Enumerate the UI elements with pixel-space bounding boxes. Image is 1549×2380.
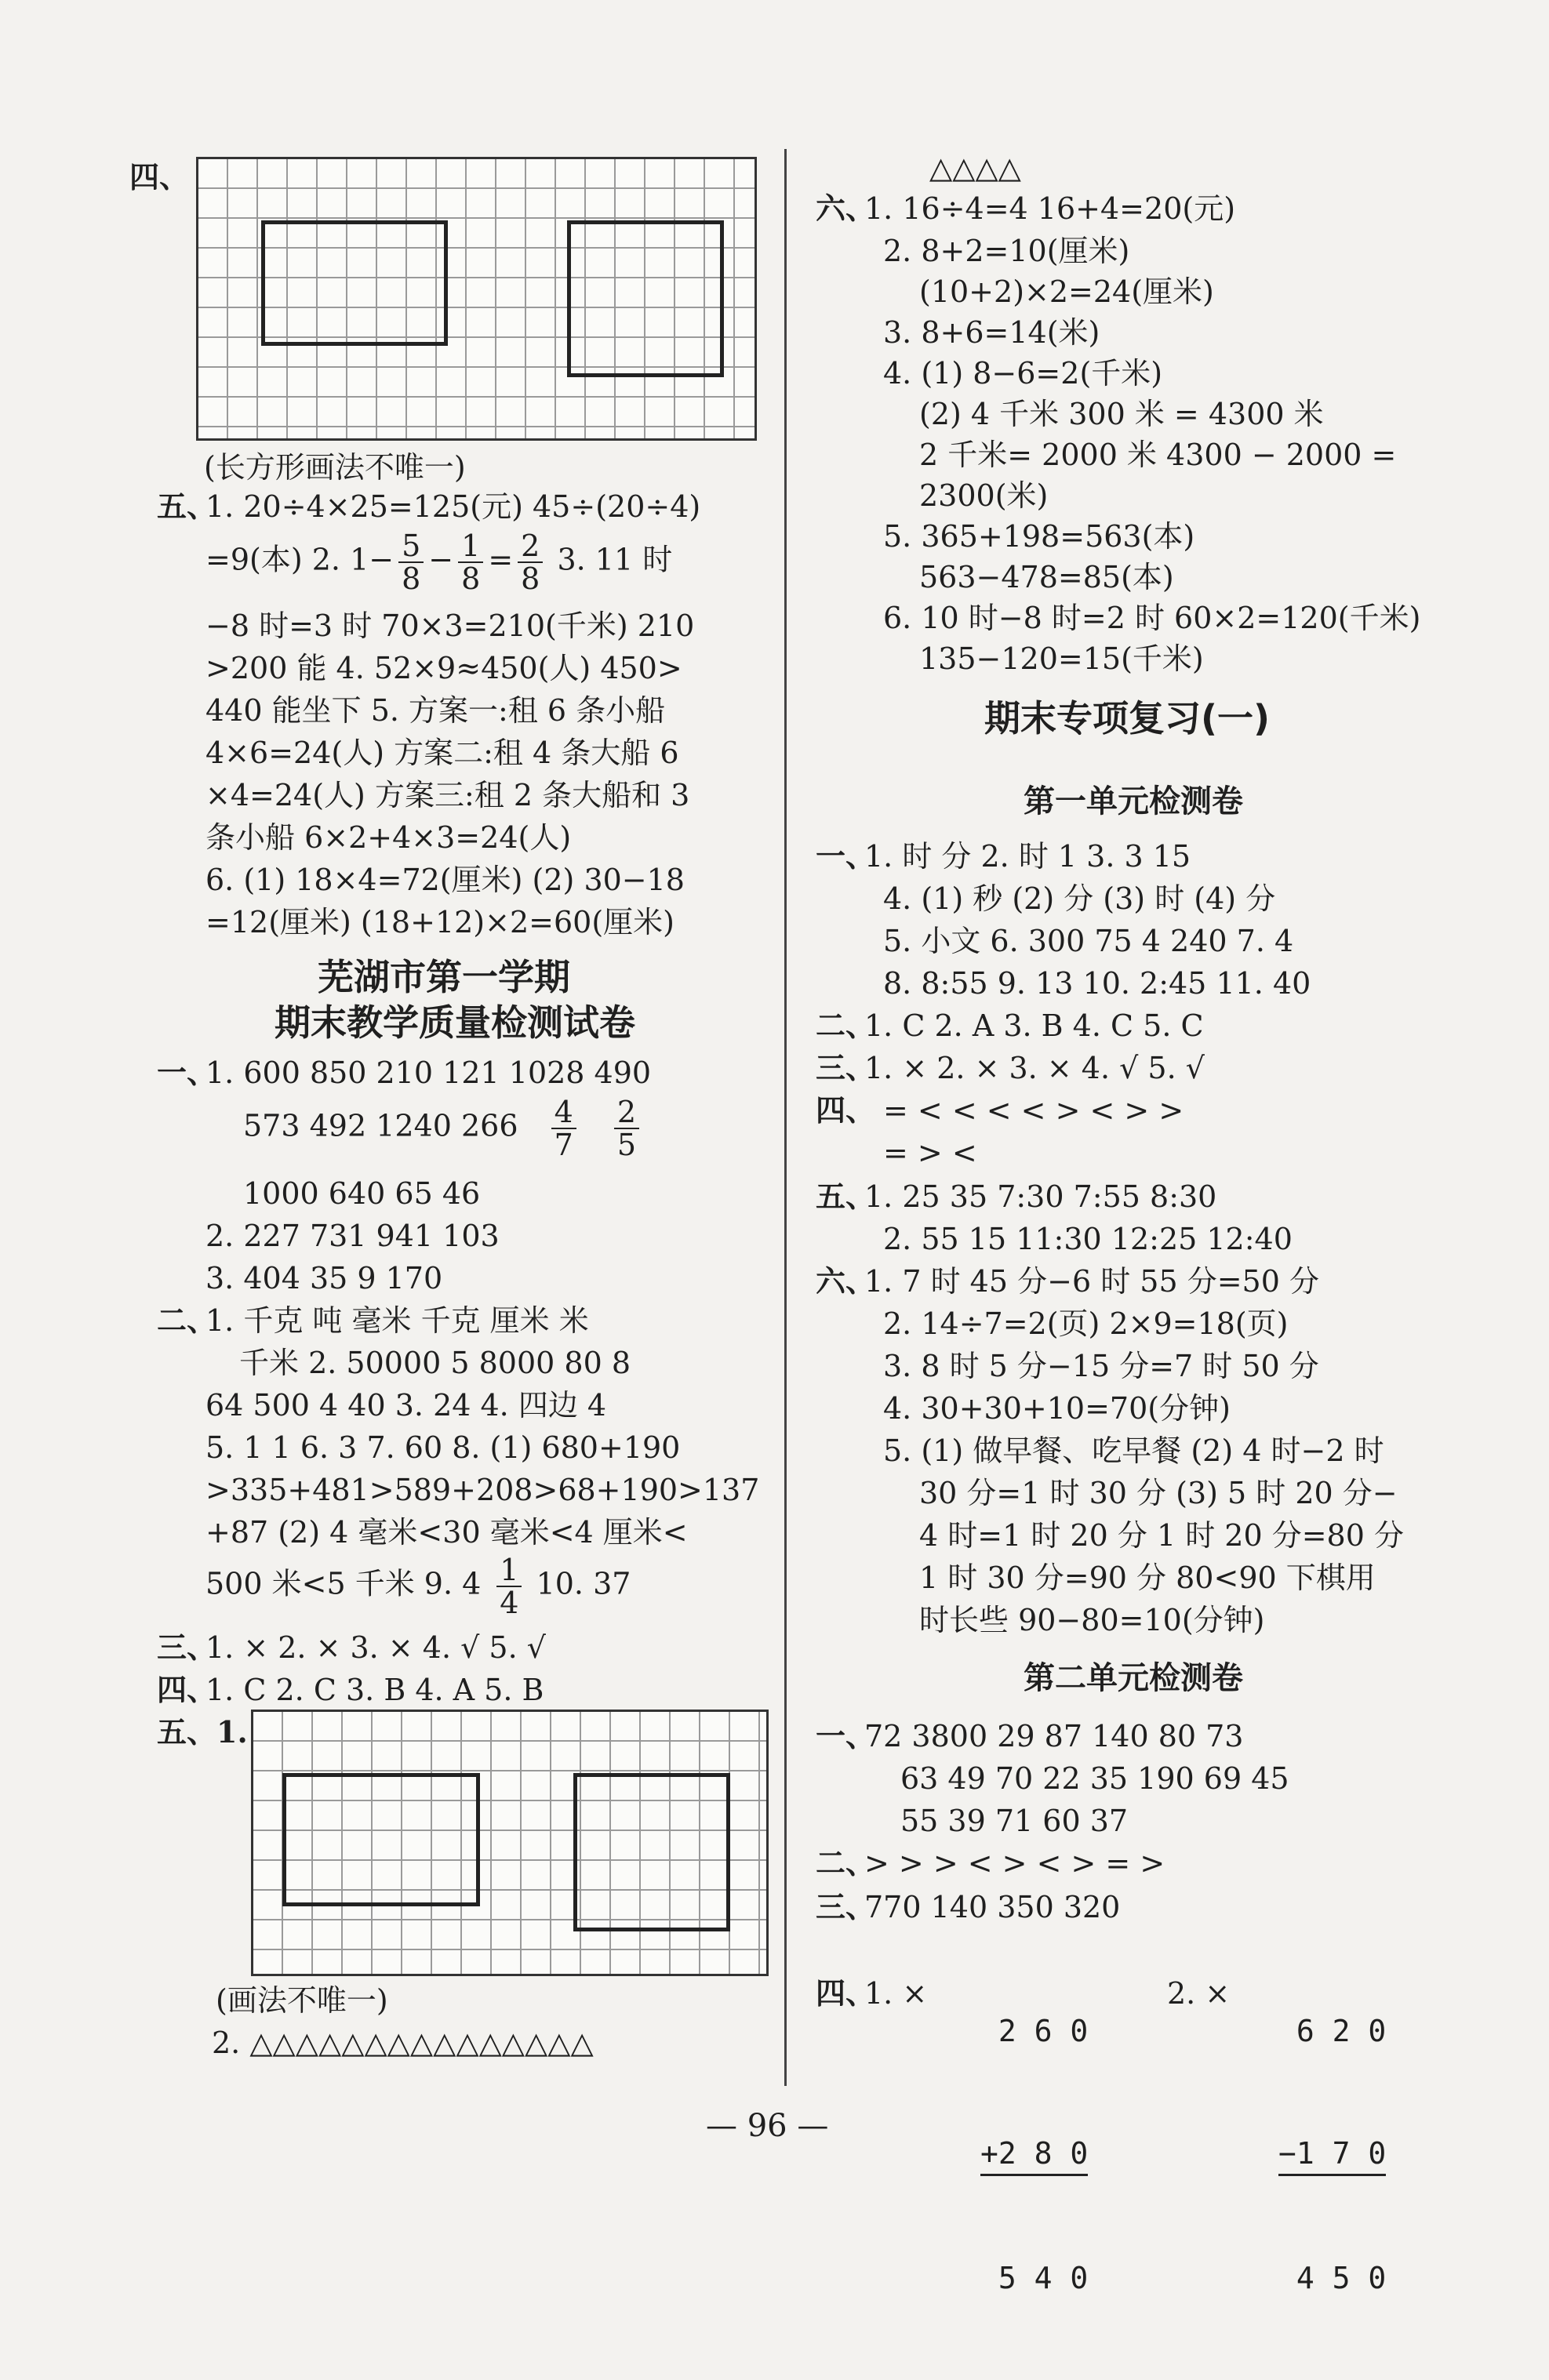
answer-line: 3. 404 35 9 170 <box>205 1261 443 1295</box>
rectangle-4 <box>573 1773 730 1931</box>
answer-line: 1 时 30 分=90 分 80<90 下棋用 <box>919 1561 1376 1595</box>
triangles: △△△△ <box>929 151 1021 185</box>
answer-line: = < < < < > < > > <box>883 1093 1184 1128</box>
answer-line: 2. 55 15 11:30 12:25 12:40 <box>883 1222 1293 1256</box>
answer-line: 5. (1) 做早餐、吃早餐 (2) 4 时−2 时 <box>883 1433 1384 1468</box>
answer-line-fractions <box>243 1096 644 1161</box>
numerator: 5 <box>398 530 424 563</box>
answer-line: 1. 7 时 45 分−6 时 55 分=50 分 <box>864 1264 1319 1299</box>
exam-section-5-label: 五、1. <box>157 1714 248 1750</box>
answer-line: 1. 千克 吨 毫米 千克 厘米 米 <box>205 1303 589 1338</box>
answer-line: 1. 600 850 210 121 1028 490 <box>205 1056 652 1090</box>
answer-line: 3. 8+6=14(米) <box>883 315 1100 350</box>
grid-figure-1 <box>196 157 757 441</box>
answer-line: = > < <box>883 1135 977 1170</box>
denominator: 7 <box>554 1128 573 1162</box>
answer-line: 1000 640 65 46 <box>243 1176 481 1211</box>
answer-line: 1. 时 分 2. 时 1 3. 3 15 <box>864 839 1191 874</box>
answer-item: 1. × <box>864 1976 928 2011</box>
exam-section-2-label: 二、 <box>157 1303 217 1338</box>
answer-line: 135−120=15(千米) <box>919 641 1204 676</box>
answer-line: 1. × 2. × 3. × 4. √ 5. √ <box>864 1051 1205 1085</box>
exam-section-4-label: 四、 <box>157 1672 217 1707</box>
fraction <box>458 530 483 594</box>
rectangle-2 <box>567 220 724 377</box>
answer-line: 440 能坐下 5. 方案一:租 6 条小船 <box>205 693 666 728</box>
denominator: 5 <box>616 1128 637 1162</box>
numerator: 2 <box>518 530 543 563</box>
answer-line: 1. C 2. C 3. B 4. A 5. B <box>205 1673 544 1707</box>
note-drawing: (画法不唯一) <box>216 1983 388 2018</box>
text: =9(本) 2. 1− <box>205 542 395 577</box>
unit1-section-6-label: 六、 <box>816 1263 876 1299</box>
rectangle-1 <box>261 220 448 346</box>
answer-line: +87 (2) 4 毫米<30 毫米<4 厘米< <box>205 1515 688 1550</box>
answer-line: 5. 小文 6. 300 75 4 240 7. 4 <box>883 924 1294 958</box>
answer-line: 6. (1) 18×4=72(厘米) (2) 30−18 <box>205 863 685 897</box>
answer-line: 55 39 71 60 37 <box>900 1804 1129 1838</box>
answer-line: 1. C 2. A 3. B 4. C 5. C <box>864 1008 1204 1043</box>
answer-line: 4 时=1 时 20 分 1 时 20 分=80 分 <box>919 1518 1404 1553</box>
answer-item: 2. × <box>1167 1976 1231 2011</box>
addend-top: 2 6 0 <box>980 2014 1089 2048</box>
vertical-addition <box>980 1929 1088 2380</box>
denominator: 8 <box>461 561 481 596</box>
text: 3. 11 时 <box>547 542 673 577</box>
unit1-section-4-label: 四、 <box>816 1092 876 1128</box>
unit2-section-2-label: 二、 <box>816 1845 876 1880</box>
exam-title-1: 芜湖市第一学期 <box>318 956 570 998</box>
denominator: 4 <box>500 1586 519 1620</box>
answer-line: 4. (1) 秒 (2) 分 (3) 时 (4) 分 <box>883 881 1276 916</box>
unit-2-title: 第二单元检测卷 <box>1024 1660 1243 1696</box>
answer-line: 8. 8:55 9. 13 10. 2:45 11. 40 <box>883 966 1311 1001</box>
answer-line-fractions <box>205 530 672 594</box>
grid-figure-2 <box>251 1710 769 1976</box>
difference-result: 4 5 0 <box>1278 2261 1387 2295</box>
answer-line: 30 分=1 时 30 分 (3) 5 时 20 分− <box>919 1476 1398 1510</box>
vertical-subtraction <box>1278 1929 1386 2380</box>
unit1-section-3-label: 三、 <box>816 1050 876 1085</box>
answer-line: 1. 20÷4×25=125(元) 45÷(20÷4) <box>205 489 701 524</box>
fraction <box>614 1096 639 1161</box>
answer-line: > > > < > < > = > <box>864 1846 1165 1880</box>
page-number: — 96 — <box>706 2108 829 2144</box>
text: = <box>488 542 514 577</box>
section-4-label: 四、 <box>129 159 190 194</box>
addend-bottom: +2 8 0 <box>980 2133 1088 2176</box>
exam-title-2: 期末教学质量检测试卷 <box>275 1001 635 1044</box>
answer-line: 64 500 4 40 3. 24 4. 四边 4 <box>205 1388 607 1423</box>
answer-line: 5. 365+198=563(本) <box>883 519 1195 554</box>
fraction <box>518 530 543 594</box>
numerator: 4 <box>551 1096 576 1129</box>
numerator: 1 <box>458 530 483 563</box>
answer-line: 770 140 350 320 <box>864 1890 1121 1924</box>
fraction <box>398 530 424 594</box>
answer-line-fractions <box>205 1554 631 1619</box>
unit2-section-3-label: 三、 <box>816 1889 876 1924</box>
answer-line: 72 3800 29 87 140 80 73 <box>864 1719 1244 1753</box>
exam-section-1-label: 一、 <box>157 1055 217 1090</box>
answer-line-triangles: 2. △△△△△△△△△△△△△△△ <box>212 2026 594 2060</box>
answer-line: 时长些 90−80=10(分钟) <box>919 1603 1265 1637</box>
denominator: 8 <box>402 561 421 596</box>
answer-line: 千米 2. 50000 5 8000 80 8 <box>239 1346 631 1380</box>
answer-line: (10+2)×2=24(厘米) <box>919 274 1214 309</box>
answer-line: 4. (1) 8−6=2(千米) <box>883 356 1163 391</box>
review-title: 期末专项复习(一) <box>984 697 1271 739</box>
sum-result: 5 4 0 <box>980 2261 1089 2295</box>
unit1-section-5-label: 五、 <box>816 1179 876 1214</box>
answer-line: 6. 10 时−8 时=2 时 60×2=120(千米) <box>883 601 1421 635</box>
exam-section-3-label: 三、 <box>157 1630 217 1665</box>
answer-line: =12(厘米) (18+12)×2=60(厘米) <box>205 905 675 939</box>
unit1-section-2-label: 二、 <box>816 1008 876 1043</box>
answer-line: 1. 25 35 7:30 7:55 8:30 <box>864 1179 1217 1214</box>
answer-line: 2. 8+2=10(厘米) <box>883 234 1130 268</box>
note-rectangle-drawing: (长方形画法不唯一) <box>204 450 466 485</box>
answer-line: 5. 1 1 6. 3 7. 60 8. (1) 680+190 <box>205 1430 681 1465</box>
text: 10. 37 <box>526 1566 631 1601</box>
answer-line: 4. 30+30+10=70(分钟) <box>883 1391 1231 1426</box>
answer-line: (2) 4 千米 300 米 = 4300 米 <box>919 397 1324 431</box>
denominator: 8 <box>521 561 540 596</box>
answer-line: 2. 227 731 941 103 <box>205 1219 500 1253</box>
answer-line: ×4=24(人) 方案三:租 2 条大船和 3 <box>205 778 690 812</box>
answer-line: 1. 16÷4=4 16+4=20(元) <box>864 191 1236 226</box>
fraction <box>496 1554 522 1619</box>
answer-line: 2 千米= 2000 米 4300 − 2000 = <box>919 438 1397 472</box>
rectangle-3 <box>282 1773 480 1906</box>
text: 500 米<5 千米 9. 4 <box>205 1566 482 1601</box>
text: 573 492 1240 266 <box>243 1108 518 1143</box>
text: − <box>428 542 454 577</box>
answer-line: 2. 14÷7=2(页) 2×9=18(页) <box>883 1306 1289 1341</box>
answer-line: 3. 8 时 5 分−15 分=7 时 50 分 <box>883 1349 1319 1383</box>
numerator: 2 <box>614 1096 639 1129</box>
unit2-section-1-label: 一、 <box>816 1718 876 1753</box>
answer-line: 条小船 6×2+4×3=24(人) <box>205 820 572 855</box>
answer-line: −8 时=3 时 70×3=210(千米) 210 <box>205 609 695 643</box>
minuend: 6 2 0 <box>1278 2014 1387 2048</box>
answer-line: 563−478=85(本) <box>919 560 1174 594</box>
unit1-section-1-label: 一、 <box>816 838 876 874</box>
answer-line: 4×6=24(人) 方案二:租 4 条大船 6 <box>205 736 679 770</box>
answer-line: >200 能 4. 52×9≈450(人) 450> <box>205 651 682 685</box>
numerator: 1 <box>496 1554 522 1587</box>
answer-line: >335+481>589+208>68+190>137 <box>205 1473 760 1507</box>
fraction <box>551 1096 576 1161</box>
section-6-label: 六、 <box>816 191 876 226</box>
column-divider <box>784 149 787 2086</box>
unit2-section-4-label: 四、 <box>816 1975 876 2011</box>
unit-1-title: 第一单元检测卷 <box>1024 783 1243 819</box>
answer-line: 63 49 70 22 35 190 69 45 <box>900 1761 1289 1796</box>
subtrahend: −1 7 0 <box>1278 2133 1386 2176</box>
section-5-label: 五、 <box>157 489 217 524</box>
answer-line: 2300(米) <box>919 478 1049 513</box>
answer-line: 1. × 2. × 3. × 4. √ 5. √ <box>205 1630 546 1665</box>
